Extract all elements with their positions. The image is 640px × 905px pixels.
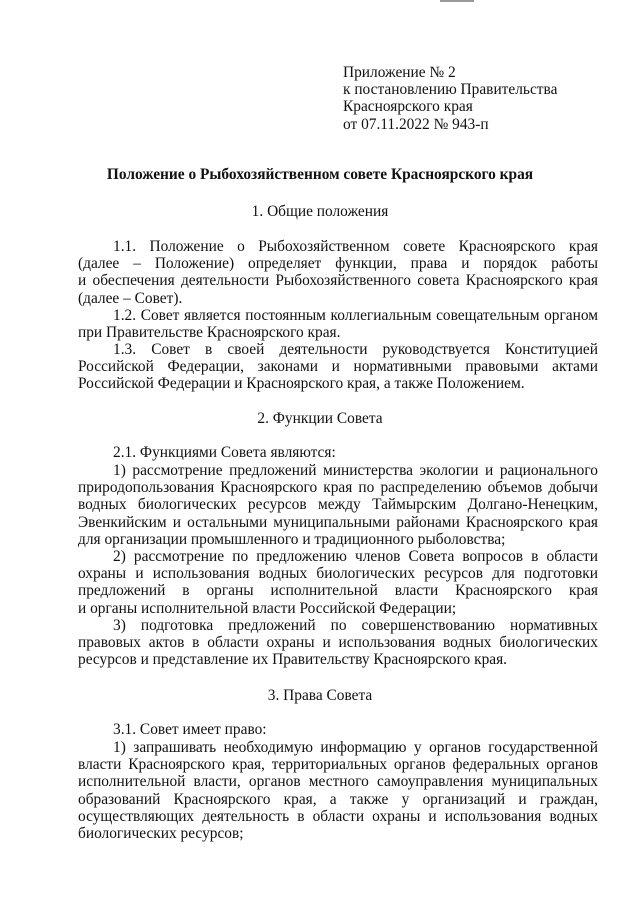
appendix-block (343, 64, 613, 133)
text-line: 2) рассмотрение по предложению членов Совета вопросов в области (113, 548, 598, 565)
function-item-2 (78, 548, 598, 617)
text-line: 1.1. Положение о Рыбохозяйственном совете Красноярского края (113, 238, 598, 255)
appendix-line: Приложение № 2 (343, 64, 456, 81)
text-line: и обеспечения деятельности Рыбохозяйственного совета Красноярского края (78, 272, 598, 290)
text-line: 1.3. Совет в своей деятельности руководствуется Конституцией (113, 341, 598, 358)
text-line: Российской Федерации, законами и нормативными правовыми актами (78, 358, 598, 376)
section-2-heading: 2. Функции Совета (257, 410, 383, 427)
paragraph-1-3 (78, 341, 598, 393)
text-line: охраны и использования водных биологических ресурсов для подготовки (78, 565, 598, 583)
text-line: 3.1. Совет имеет право: (113, 721, 267, 738)
text-line: Российской Федерации и Красноярского края, а также Положением. (78, 375, 525, 393)
scan-artifact (440, 0, 474, 2)
text-line: исполнительной власти, органов местного самоуправления муниципальных (78, 773, 598, 791)
function-item-1 (78, 462, 598, 548)
text-line: водных биологических ресурсов между Таймырским Долгано-Ненецким, (78, 496, 598, 514)
text-line: 1) запрашивать необходимую информацию у органов государственной (113, 739, 598, 756)
text-line: власти Красноярского края, территориальных органов федеральных органов (78, 756, 598, 774)
text-line: образований Красноярского края, а также у организаций и граждан, (78, 790, 598, 808)
text-line: и органы исполнительной власти Российской Федерации; (78, 599, 457, 617)
text-line: природопользования Красноярского края по распределению объемов добычи (78, 479, 598, 497)
text-line: при Правительстве Красноярского края. (78, 324, 341, 342)
section-1-heading: 1. Общие положения (251, 203, 389, 220)
text-line: 1.2. Совет является постоянным коллегиальным совещательным органом (113, 307, 598, 324)
text-line: ресурсов и представление их Правительству Красноярского края. (78, 651, 508, 669)
text-line: (далее – Положение) определяет функции, права и порядок работы (78, 255, 598, 273)
text-line: биологических ресурсов; (78, 825, 244, 843)
paragraph-3-1 (78, 721, 598, 738)
text-line: 3) подготовка предложений по совершенствованию нормативных (113, 617, 598, 634)
text-line: предложений в органы исполнительной власти Красноярского края (78, 582, 598, 600)
text-line: Эвенкийским и остальными муниципальными районами Красноярского края (78, 513, 598, 531)
paragraph-1-2 (78, 307, 598, 341)
document-title: Положение о Рыбохозяйственном совете Красноярского края (106, 166, 534, 183)
appendix-line: от 07.11.2022 № 943-п (343, 115, 489, 133)
text-line: осуществляющих деятельность в области охраны и использования водных (78, 807, 598, 825)
section-3-heading: 3. Права Совета (267, 687, 373, 704)
paragraph-2-1 (78, 444, 598, 461)
text-line: (далее – Совет). (78, 289, 183, 307)
text-line: для организации промышленного и традиционного рыболовства; (78, 530, 506, 548)
function-item-3 (78, 617, 598, 669)
rights-item-1 (78, 739, 598, 842)
appendix-line: к постановлению Правительства (343, 81, 558, 99)
appendix-line: Красноярского края (343, 98, 473, 116)
text-line: 1) рассмотрение предложений министерства экологии и рационального (113, 462, 598, 479)
text-line: 2.1. Функциями Совета являются: (113, 444, 336, 461)
text-line: правовых актов в области охраны и использования водных биологических (78, 634, 598, 652)
paragraph-1-1 (78, 238, 598, 307)
